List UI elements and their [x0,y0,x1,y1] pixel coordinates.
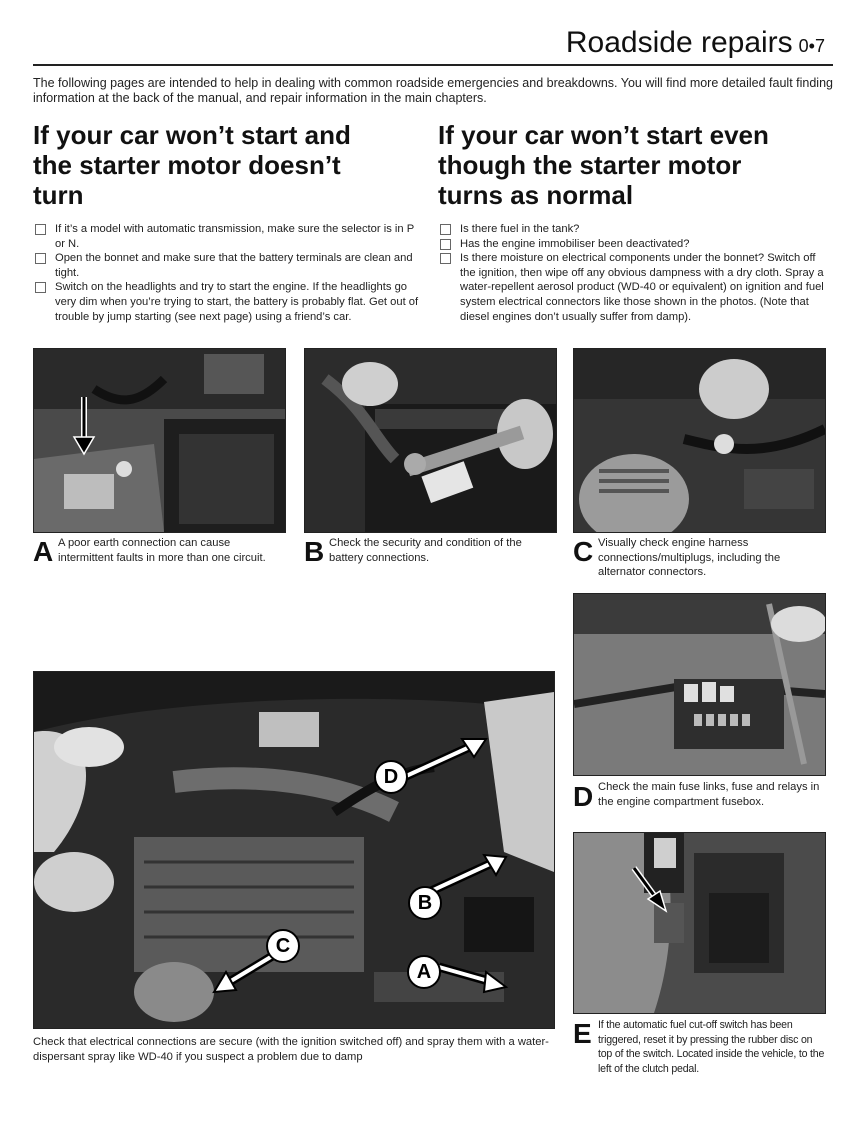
checkbox-icon [35,224,46,235]
checklist-item: Is there fuel in the tank? [438,222,830,237]
checklist-item: Switch on the headlights and try to start the engine. If the headlights go very dim when you’re trying to start, the battery is probably flat. Get out of trouble by jump starting (see next page) using a friend’s car. [33,280,421,324]
callout-label-b: B [408,886,442,920]
header-title: Roadside repairs [565,26,793,59]
left-section-title [33,120,428,210]
caption-letter-e: E [573,1018,592,1049]
right-title-line: If your car won’t start even [438,120,769,150]
right-section-title [438,120,838,210]
fusebox-illustration [574,594,825,775]
left-title-line: turn [33,180,84,210]
caption-a: A poor earth connection can cause intermittent faults in more than one circuit. [58,537,266,564]
checkbox-icon [440,239,451,250]
photo-engine-harness [573,348,826,533]
caption-e: If the automatic fuel cut-off switch has been triggered, reset it by pressing the rubber disc on top of the switch. Located inside the vehicle, to the left of the clutch pedal. [598,1019,825,1075]
callout-label-c: C [266,929,300,963]
arrow-icon [439,967,506,992]
checklist-item: If it’s a model with automatic transmission, make sure the selector is in P or N. [33,222,421,251]
left-title-line: If your car won’t start and [33,120,351,150]
arrow-icon [429,855,506,892]
arrow-icon [404,739,486,777]
battery-connections-illustration [305,349,556,532]
caption-letter-a: A [33,536,54,567]
caption-c: Visually check engine harness connections/multiplugs, including the alternator connectors. [598,537,781,579]
callout-label-a: A [407,955,441,989]
engine-photo-caption: Check that electrical connections are secure (with the ignition switched off) and spray them with a water-dispersant spray like WD-40 if you suspect a problem due to damp [33,1036,549,1063]
arrow-icon [214,952,279,992]
intro-paragraph: The following pages are intended to help in dealing with common roadside emergencies and breakdowns. You will find more detailed fault finding information at the back of the manual, and repair information in the main chapters. [33,76,833,105]
left-checklist [33,222,421,324]
caption-letter-c: C [573,536,594,567]
photo-engine-bay [33,671,555,1029]
checklist-item: Has the engine immobiliser been deactivated? [438,237,830,252]
caption-letter-d: D [573,781,594,812]
fuel-cutoff-switch-illustration [574,833,825,1013]
callout-label-d: D [374,760,408,794]
caption-d: Check the main fuse links, fuse and relays in the engine compartment fusebox. [598,781,820,808]
photo-battery-connections [304,348,557,533]
header-rule [33,64,833,66]
checklist-item: Open the bonnet and make sure that the battery terminals are clean and tight. [33,251,421,280]
photo-fusebox [573,593,826,776]
checkbox-icon [440,224,451,235]
right-checklist [438,222,830,324]
right-title-line: turns as normal [438,180,634,210]
checklist-item: Is there moisture on electrical components under the bonnet? Switch off the ignition, then wipe off any obvious dampness with a dry cloth. Spray a water-repellent aerosol product (WD-40 or equivalent) on ignition and fuel system electrical connectors like those shown in the photos. (Note that diesel engines don’t usually suffer from damp). [438,251,830,324]
checkbox-icon [440,253,451,264]
right-title-line: though the starter motor [438,150,742,180]
page-number: 0•7 [798,36,825,56]
page-header [566,26,825,60]
left-title-line: the starter motor doesn’t [33,150,341,180]
caption-b: Check the security and condition of the battery connections. [329,537,522,564]
earth-connection-illustration [34,349,285,532]
callout-arrow-a [434,952,514,1002]
checkbox-icon [35,253,46,264]
photo-earth-connection [33,348,286,533]
checkbox-icon [35,282,46,293]
caption-letter-b: B [304,536,325,567]
photo-fuel-cutoff-switch [573,832,826,1014]
engine-harness-illustration [574,349,825,532]
